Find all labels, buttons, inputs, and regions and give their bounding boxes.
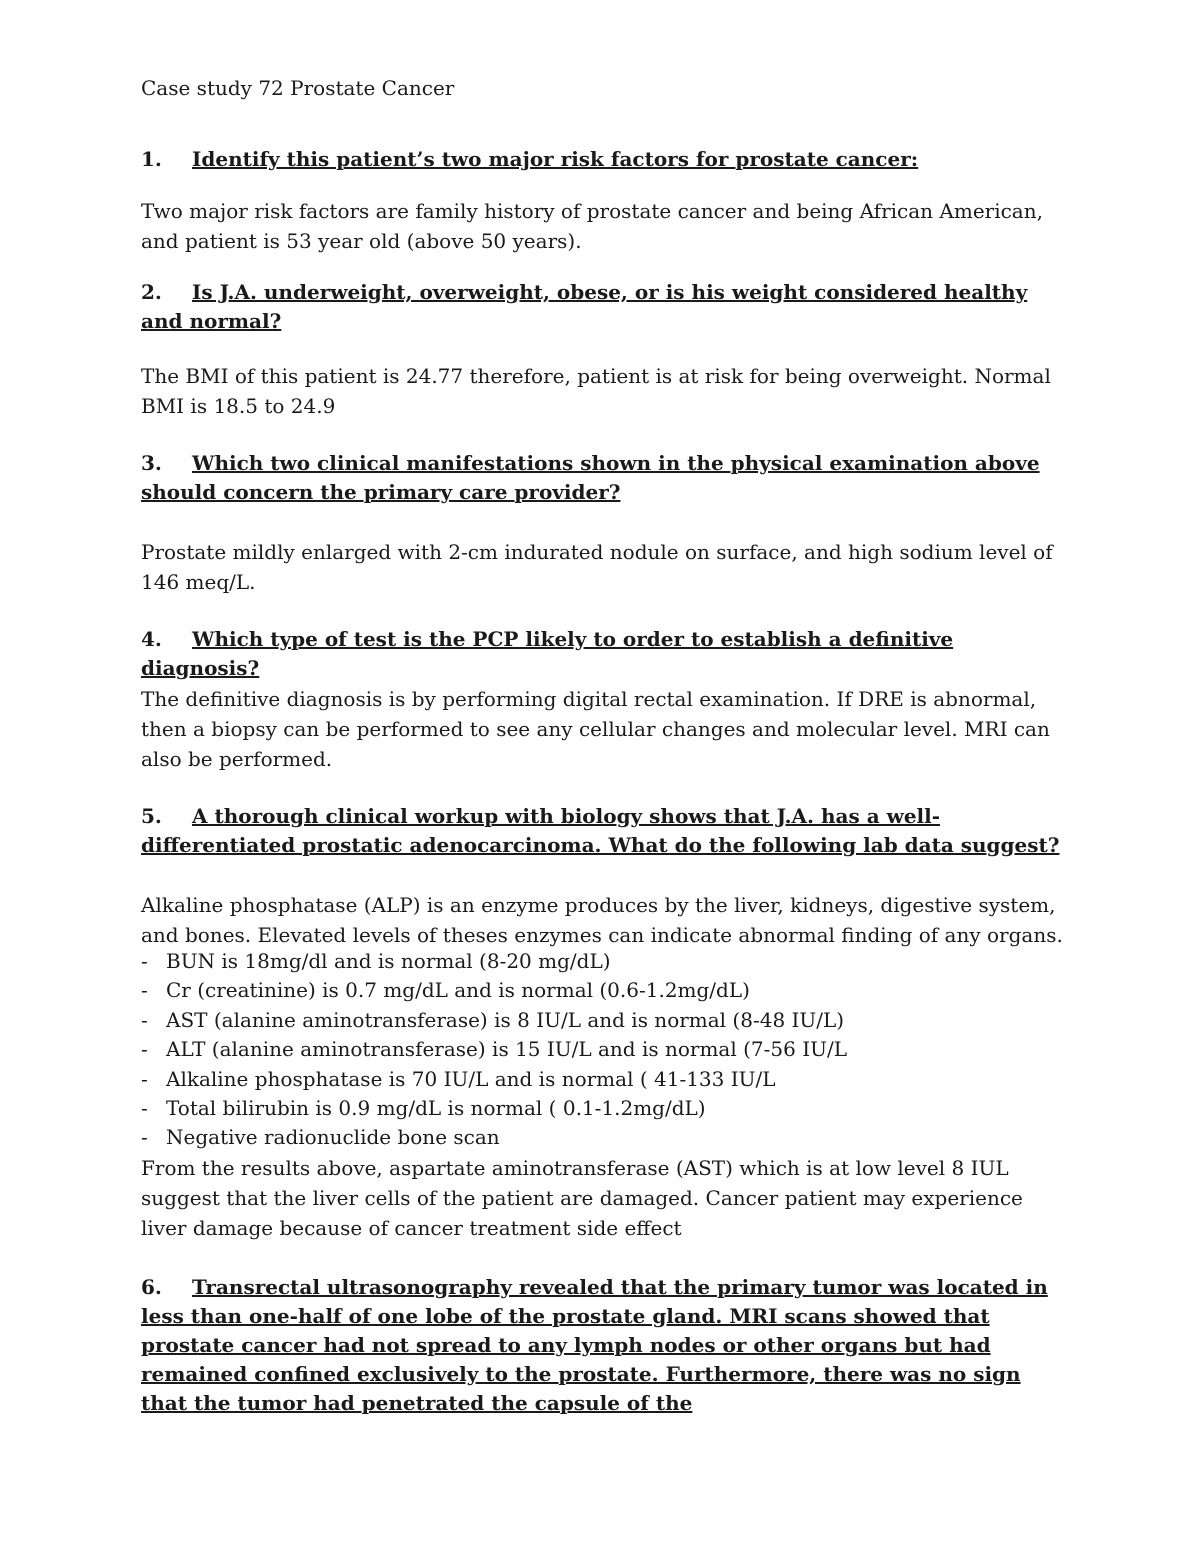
list-bullet: -: [141, 949, 148, 973]
lab-results-list: [141, 947, 1066, 1153]
answer-4: The definitive diagnosis is by performing digital rectal examination. If DRE is abnormal, then a biopsy can be performed to see any cellular changes and molecular level. MRI can also be performed.: [141, 687, 1050, 771]
question-text: A thorough clinical workup with biology shows that J.A. has a well-differentiated prostatic adenocarcinoma. What do the following lab data suggest?: [141, 804, 1060, 857]
list-item: - ALT (alanine aminotransferase) is 15 IU/L and is normal (7-56 IU/L: [141, 1035, 1066, 1064]
answer-5-conclusion: From the results above, aspartate aminotransferase (AST) which is at low level 8 IUL suggest that the liver cells of the patient are damaged. Cancer patient may experience liver damage because of cancer treatment side effect: [141, 1156, 1023, 1240]
list-item: - BUN is 18mg/dl and is normal (8-20 mg/dL): [141, 947, 1066, 976]
question-text: Transrectal ultrasonography revealed that the primary tumor was located in less than one-half of one lobe of the prostate gland. MRI scans showed that prostate cancer had not spread to any lymph nodes or other organs but had remained confined exclusively to the prostate. Furthermore, there was no sign that the tumor had penetrated the capsule of the: [141, 1275, 1048, 1415]
list-bullet: -: [141, 1037, 148, 1062]
question-text: Which type of test is the PCP likely to order to establish a definitive diagnosis?: [141, 627, 954, 680]
question-text: Identify this patient’s two major risk factors for prostate cancer:: [192, 147, 919, 171]
answer-5-intro: Alkaline phosphatase (ALP) is an enzyme produces by the liver, kidneys, digestive system, and bones. Elevated levels of theses enzymes can indicate abnormal finding of any organs.: [141, 893, 1063, 947]
question-4: [141, 625, 1066, 683]
answer-2: The BMI of this patient is 24.77 therefore, patient is at risk for being overweight. Normal BMI is 18.5 to 24.9: [141, 364, 1051, 418]
question-number: 2.: [141, 280, 162, 304]
list-bullet: -: [141, 1066, 148, 1091]
question-number: 3.: [141, 451, 162, 475]
question-2: [141, 278, 1066, 336]
question-1: [141, 145, 1066, 174]
list-item: - Total bilirubin is 0.9 mg/dL is normal ( 0.1-1.2mg/dL): [141, 1094, 1066, 1123]
question-number: 5.: [141, 804, 162, 828]
question-text: Which two clinical manifestations shown in the physical examination above should concern the primary care provider?: [141, 451, 1040, 504]
list-item: - Cr (creatinine) is 0.7 mg/dL and is normal (0.6-1.2mg/dL): [141, 976, 1066, 1005]
list-bullet: -: [141, 1007, 148, 1032]
question-5: [141, 802, 1066, 860]
question-number: 4.: [141, 627, 162, 651]
question-number: 1.: [141, 147, 162, 171]
list-bullet: -: [141, 978, 148, 1003]
question-text: Is J.A. underweight, overweight, obese, or is his weight considered healthy and normal?: [141, 280, 1028, 333]
question-number: 6.: [141, 1275, 162, 1299]
answer-3: Prostate mildly enlarged with 2-cm indurated nodule on surface, and high sodium level of 146 meq/L.: [141, 540, 1053, 594]
list-bullet: -: [141, 1125, 148, 1150]
document-title: Case study 72 Prostate Cancer: [141, 76, 455, 100]
question-3: [141, 449, 1066, 507]
list-item: - Alkaline phosphatase is 70 IU/L and is normal ( 41-133 IU/L: [141, 1065, 1066, 1094]
list-item: - Negative radionuclide bone scan: [141, 1123, 1066, 1152]
answer-1: Two major risk factors are family history of prostate cancer and being African American, and patient is 53 year old (above 50 years).: [141, 199, 1043, 253]
list-bullet: -: [141, 1096, 148, 1121]
list-item: - AST (alanine aminotransferase) is 8 IU/L and is normal (8-48 IU/L): [141, 1006, 1066, 1035]
question-6: [141, 1273, 1066, 1418]
